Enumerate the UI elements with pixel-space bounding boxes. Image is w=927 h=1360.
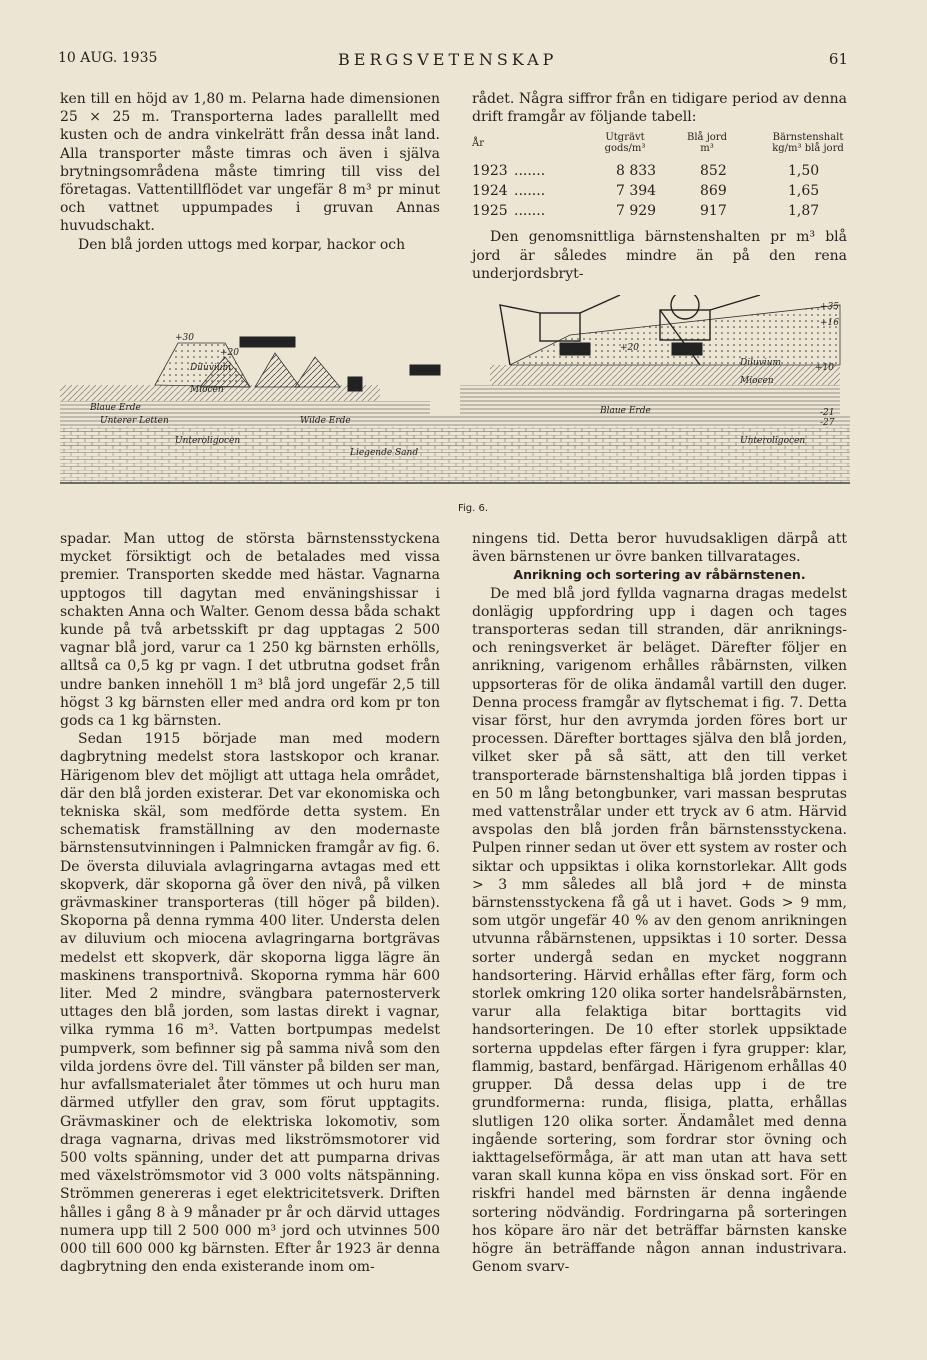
elevation-label: -27 — [820, 418, 835, 428]
stratum-label: Liegende Sand — [350, 448, 419, 458]
journal-title: BERGSVETENSKAP — [338, 50, 558, 69]
table-cell: 8 833 — [616, 163, 657, 180]
table-cell: 869 — [700, 183, 727, 200]
stratum-label: Wilde Erde — [300, 416, 351, 426]
paragraph: ken till en höjd av 1,80 m. Pelarna hade dimensionen 25 × 25 m. Transporterna lades parallellt med kusten och de andra vinkelrätt från dessa inåt land. Alla transporter måste timras och även i själva brytningsområdena måste timring till viss del företagas. Vattentillflödet var ungefär 8 m³ pr minut och vattnet uppumpades i gruvan Annas huvudschakt. — [60, 91, 440, 235]
spoil-heap — [255, 353, 300, 387]
table-cell: 1924 — [472, 183, 508, 200]
table-header-blue-earth: Blå jord m³ — [687, 132, 727, 155]
production-table — [472, 132, 847, 224]
table-header-amber-content: Bärnstenshalt kg/m³ blå jord — [772, 132, 844, 155]
table-dots: ....... — [514, 183, 546, 200]
stratum-label: Miocen — [190, 385, 224, 395]
paragraph: Den blå jorden uttogs med korpar, hackor och — [78, 236, 406, 253]
table-cell: 7 394 — [616, 183, 657, 200]
elevation-label: +16 — [820, 318, 839, 328]
table-header-excavated: Utgrävt gods/m³ — [604, 132, 646, 155]
issue-date: 10 AUG. 1935 — [58, 50, 158, 66]
figure-caption: Fig. 6. — [458, 503, 489, 514]
column-right-bottom — [472, 530, 847, 1276]
table-header-year: År — [472, 138, 485, 150]
table-cell: 1923 — [472, 163, 508, 180]
paragraph: Sedan 1915 började man med modern dagbrytning medelst stora lastskopor och kranar. Härigenom blev det möjligt att uttaga hela området, där den blå jorden existerar. Det var ekonomiska och tekniska skäl, som medförde detta system. En schematisk framställning av den modernaste bärnstensutvinningen i Palmnicken framgår av fig. 6. De översta diluviala avlagringarna avtagas med ett skopverk, där skoporna gå över den nivå, på vilken grävmaskiner transporteras (till höger på bilden). Skoporna på denna rymma 400 liter. Understa delen av diluvium och miocena avlagringarna bortgrävas medelst ett skopverk, där skoporna ligga lägre än maskinens transportnivå. Skoporna rymma här 600 liter. Med 2 mindre, svängbara paternosterverk uttages den blå jorden, som lastas direkt i vagnar, vilka rymma 16 m³. Vatten bortpumpas medelst pumpverk, som befinner sig på samma nivå som den vilda jordens övre del. Till vänster på bilden ser man, hur avfallsmaterialet åter tömmes ut och huru man därmed utfyller den grav, som förut upptagits. Grävmaskiner och de elektriska lokomotiv, som draga vagnarna, drivas med likströmsmotorer vid 500 volts spänning, under det att pumparna drivas med växelströmsmotor vid 3 000 volts nätspänning. Strömmen genereras i eget elektricitetsverk. Driften hålles i gång 8 à 9 månader pr år och därvid uttages numera upp till 2 500 000 m³ jord och utvinnes 500 000 till 600 000 kg bärnsten. Efter år 1923 är denna dagbrytning den enda existerande inom om- — [60, 731, 440, 1276]
stratum-label: Miocen — [740, 376, 774, 386]
table-cell: 852 — [700, 163, 727, 180]
stratum-miocen — [490, 365, 840, 385]
stratum-label: Unteroligocen — [740, 436, 806, 446]
column-left-bottom — [60, 530, 440, 1276]
column-right-top — [472, 90, 847, 283]
paragraph: Den genomsnittliga bärnstenshalten pr m³ blå jord är således mindre än på den rena underjordsbryt- — [472, 229, 847, 282]
table-cell: 7 929 — [616, 203, 657, 220]
table-cell: 1,65 — [788, 183, 820, 200]
stratum-label: Blaue Erde — [600, 406, 651, 416]
stratum-label: Diluvium — [190, 363, 232, 373]
stratum-label: Blaue Erde — [90, 403, 141, 413]
column-left-top — [60, 90, 440, 254]
elevation-label: +30 — [175, 333, 194, 343]
elevation-label: +10 — [815, 363, 834, 373]
stratum-liegende-sand — [60, 449, 850, 483]
table-dots: ....... — [514, 203, 546, 220]
page-header — [58, 50, 848, 74]
stratum-wilde-erde — [60, 415, 850, 427]
mining-diagram — [60, 295, 850, 490]
table-cell: 1,50 — [788, 163, 820, 180]
stratum-label: Diluvium — [740, 358, 782, 368]
paragraph: ningens tid. Detta beror huvudsakligen därpå att även bärnstenen ur övre banken tillvaratages. — [472, 531, 847, 566]
section-heading: Anrikning och sortering av råbärnstenen. — [513, 567, 806, 583]
stratum-label: Unteroligocen — [175, 436, 241, 446]
table-cell: 917 — [700, 203, 727, 220]
table-dots: ....... — [514, 163, 546, 180]
stratum-label: Unterer Letten — [100, 416, 169, 426]
paragraph: De med blå jord fyllda vagnarna dragas medelst donlägig uppfordring upp i dagen och tages transporteras sedan till stranden, där anriknings- och reningsverket är beläget. Därefter följer en anrikning, varigenom erhålles råbärnsten, vilken uppsorteras för de olika ändamål vartill den duger. Denna process framgår av flytschemat i fig. 7. Detta visar först, hur den avrymda jorden föres bort ur processen. Därefter borttages själva den blå jorden, vilket sker på så sätt, att den till verket transporterade bärnstenshaltiga blå jorden tippas i en 50 m lång betongbunker, vari massan besprutas med vattenstrålar under ett tryck av 6 atm. Härvid avspolas den blå jorden från bärnstensstyckena. Pulpen rinner sedan ut över ett system av roster och siktar och uppsiktas i olika kornstorlekar. Allt gods > 3 mm således all blå jord + de minsta bärnstensstyckena få gå ut i havet. Gods > 9 mm, som utgör ungefär 40 % av den genom anrikningen utvunna råbärnstenen, uppsiktas i 10 sorter. Dessa sorter undergå sedan en mycket noggrann handsortering. Härvid erhållas efter färg, form och storlek omkring 120 olika sorter handelsråbärnsten, varur alla felaktiga bitar borttagits vid handsorteringen. De 10 efter storlek uppsiktade sorterna uppdelas efter färgen i fyra grupper: klar, flammig, bastard, benfärgad. Härigenom erhållas 40 grupper. Då dessa delas upp i de tre grundformerna: runda, flisiga, platta, erhållas slutligen 120 olika sorter. Ändamålet med denna ingående sortering, som fordrar stor övning och iakttagelseförmåga, är att man utan att hava sett varan skall kunna köpa en viss önskad sort. För en riskfri handel med bärnsten är denna ingående sortering nödvändig. Fordringarna på sorteringen hos köpare äro när det beträffar bärnsten kanske högre än beträffande någon annan industrivara. Genom svarv- — [472, 585, 847, 1276]
paragraph: spadar. Man uttog de största bärnstensstyckena mycket försiktigt och de betalades med vissa premier. Transporten skedde med hästar. Vagnarna upptogos till dagytan med enväningshissar i schakten Anna och Walter. Genom dessa båda schakt kunde på två arbetsskift pr dag upptagas 2 500 vagnar blå jord, varur ca 1 250 kg bärnsten erhölls, alltså ca 0,5 kg pr vagn. I det utbrutna godset från undre banken innehöll 1 m³ blå jord ungefär 2,5 till högst 3 kg bärnsten eller med andra ord kom pr ton gods ca 1 kg bärnsten. — [60, 531, 440, 730]
elevation-label: -21 — [820, 408, 835, 418]
elevation-label: +20 — [620, 343, 639, 353]
spoil-heap — [295, 357, 340, 387]
table-cell: 1,87 — [788, 203, 820, 220]
table-cell: 1925 — [472, 203, 508, 220]
elevation-label: +35 — [820, 302, 839, 312]
elevation-label: +20 — [220, 348, 239, 358]
paragraph: rådet. Några siffror från en tidigare period av denna drift framgår av följande tabell: — [472, 91, 847, 126]
page-number: 61 — [828, 50, 848, 68]
